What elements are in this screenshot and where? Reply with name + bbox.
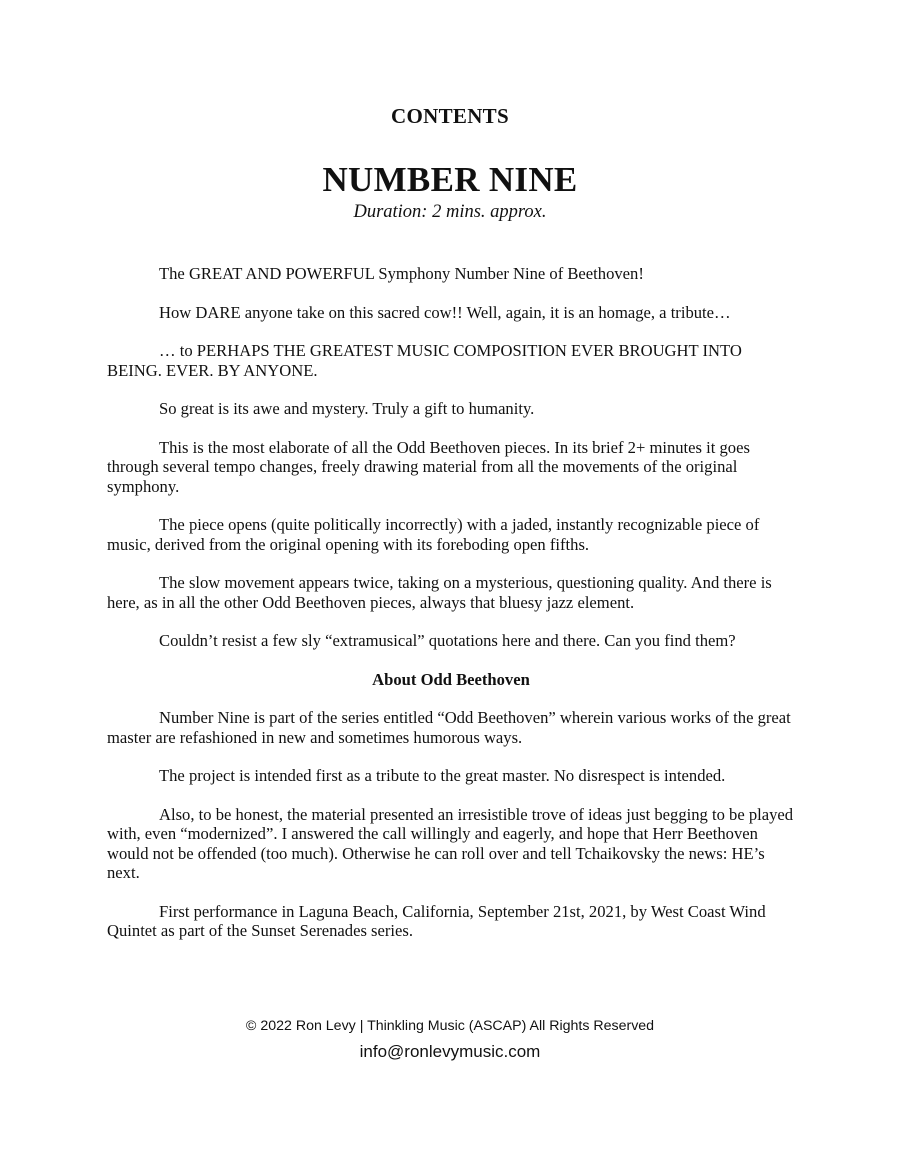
program-notes — [107, 264, 795, 960]
paragraph: This is the most elaborate of all the Odd Beethoven pieces. In its brief 2+ minutes it goes through several tempo changes, freely drawing material from all the movements of the original symphony. — [107, 437, 750, 496]
paragraph: The slow movement appears twice, taking on a mysterious, questioning quality. And there is here, as in all the other Odd Beethoven pieces, always that bluesy jazz element. — [107, 573, 772, 612]
paragraph: Couldn’t resist a few sly “extramusical” quotations here and there. Can you find them? — [159, 631, 736, 650]
piece-title: NUMBER NINE — [322, 160, 578, 199]
paragraph: Number Nine is part of the series entitled “Odd Beethoven” wherein various works of the great master are refashioned in new and sometimes humorous ways. — [107, 708, 791, 747]
copyright-notice: © 2022 Ron Levy | Thinkling Music (ASCAP) All Rights Reserved — [245, 1018, 655, 1034]
about-heading: About Odd Beethoven — [372, 669, 530, 689]
contents-heading: CONTENTS — [391, 104, 509, 128]
paragraph: How DARE anyone take on this sacred cow!! Well, again, it is an homage, a tribute… — [159, 302, 731, 322]
contact-email: info@ronlevymusic.com — [359, 1042, 541, 1061]
paragraph: First performance in Laguna Beach, California, September 21st, 2021, by West Coast Wind Quintet as part of the Sunset Serenades series. — [107, 901, 766, 940]
page-footer — [0, 1017, 900, 1063]
paragraph: Also, to be honest, the material presented an irresistible trove of ideas just begging to be played with, even “modernized”. I answered the call willingly and eagerly, and hope that Herr Beethoven would not be offended (too much). Otherwise he can roll over and tell Tchaikovsky the news: HE’s next. — [107, 804, 794, 882]
paragraph: The GREAT AND POWERFUL Symphony Number Nine of Beethoven! — [159, 264, 644, 283]
paragraph: The piece opens (quite politically incorrectly) with a jaded, instantly recognizable piece of music, derived from the original opening with its foreboding open fifths. — [107, 515, 760, 554]
paragraph: … to PERHAPS THE GREATEST MUSIC COMPOSITION EVER BROUGHT INTO BEING. EVER. BY ANYONE. — [107, 341, 742, 380]
duration-subtitle: Duration: 2 mins. approx. — [353, 202, 547, 222]
paragraph: The project is intended first as a tribute to the great master. No disrespect is intended. — [159, 766, 726, 785]
paragraph: So great is its awe and mystery. Truly a gift to humanity. — [159, 399, 535, 418]
